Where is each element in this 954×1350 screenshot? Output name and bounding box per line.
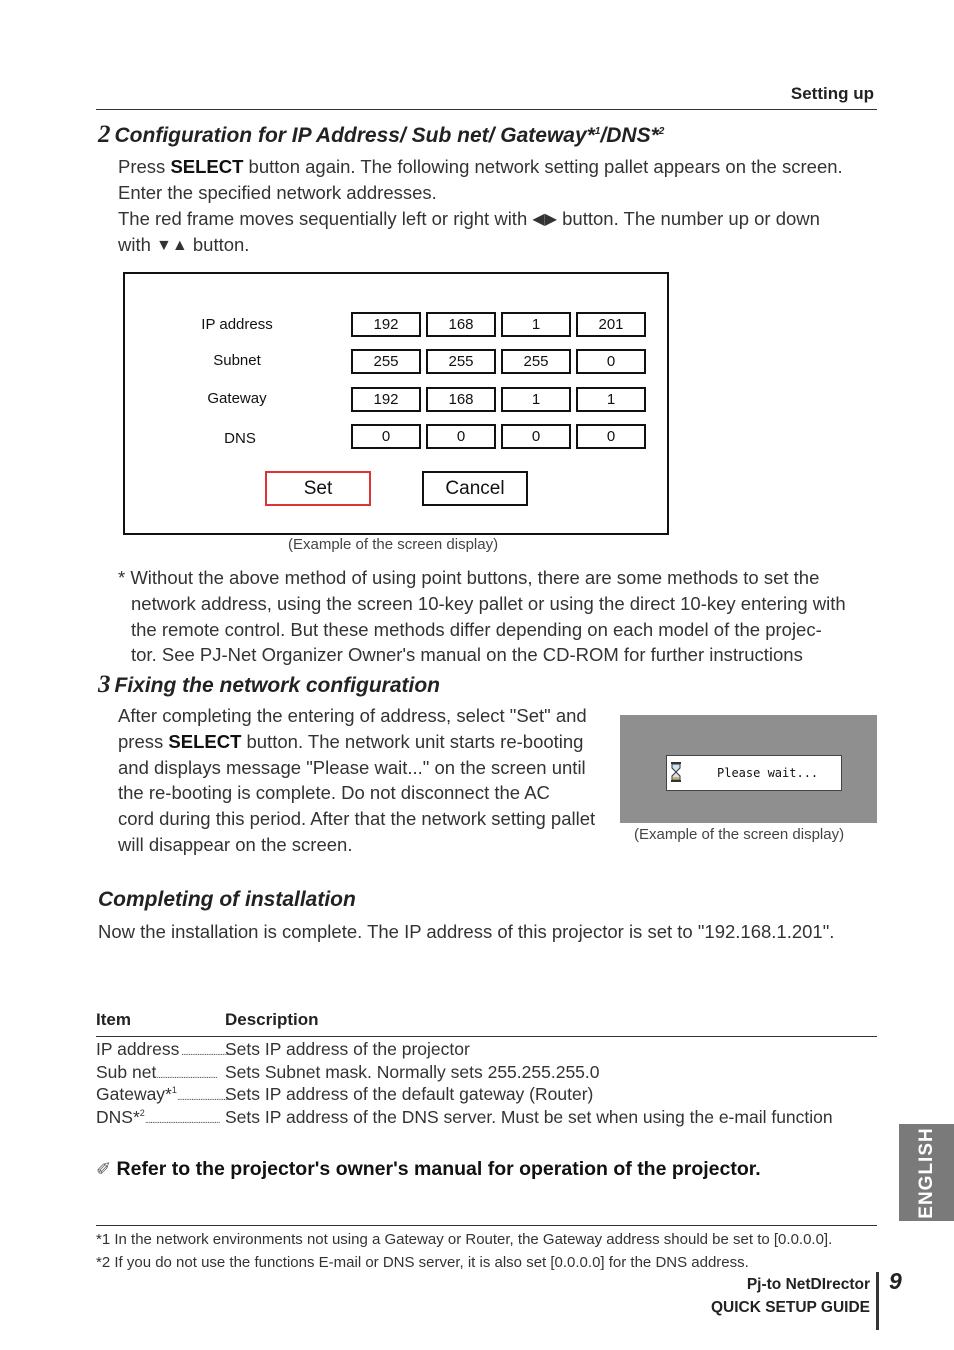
table-row-desc: Sets IP address of the projector <box>225 1039 470 1059</box>
asterisk-note-line: the remote control. But these methods differ depending on each model of the projec- <box>131 618 822 640</box>
down-arrow-icon: ▼ <box>156 237 172 255</box>
section-header: Setting up <box>790 84 874 103</box>
right-arrow-icon: ▶ <box>544 210 557 228</box>
gateway-octet-2[interactable]: 168 <box>426 387 496 412</box>
step3-title: Fixing the network configuration <box>114 674 440 697</box>
subnet-octet-1[interactable]: 255 <box>351 349 421 374</box>
table-row-sup: 1 <box>171 1085 177 1096</box>
cancel-button[interactable]: Cancel <box>422 471 528 506</box>
table-row <box>96 1062 600 1083</box>
footer-divider <box>876 1272 879 1330</box>
asterisk-note-line: network address, using the screen 10-key pallet or using the direct 10-key entering with <box>131 592 846 614</box>
subnet-label: Subnet <box>213 352 261 369</box>
step3-body <box>118 703 610 858</box>
hourglass-icon <box>670 762 682 782</box>
table-row-item: IP address <box>96 1039 180 1059</box>
completing-text: Now the installation is complete. The IP address of this projector is set to "192.168.1.201". <box>98 921 835 942</box>
pencil-icon: ✐ <box>96 1159 112 1179</box>
step2-line3-post: button. The number up or down <box>562 207 820 229</box>
table-row-desc: Sets IP address of the default gateway (Router) <box>225 1084 594 1104</box>
gateway-octet-1[interactable]: 192 <box>351 387 421 412</box>
table-row-item: Gateway* <box>96 1084 172 1104</box>
ip-address-label: IP address <box>201 316 273 333</box>
step3-number: 3 <box>98 671 111 698</box>
page-number: 9 <box>889 1268 902 1294</box>
gateway-octet-3[interactable]: 1 <box>501 387 571 412</box>
step2-line1-pre: Press <box>118 156 171 177</box>
leader-dots: .......................................... <box>144 1115 220 1126</box>
dns-octet-3[interactable]: 0 <box>501 424 571 449</box>
wait-caption: (Example of the screen display) <box>634 826 845 843</box>
footnote-1: *1 In the network environments not using a Gateway or Router, the Gateway address should be set to [0.0.0.0]. <box>96 1231 833 1248</box>
set-button[interactable]: Set <box>265 471 371 506</box>
subnet-octet-3[interactable]: 255 <box>501 349 571 374</box>
up-arrow-icon: ▲ <box>171 237 188 255</box>
step2-title: Configuration for IP Address/ Sub net/ Gateway* <box>114 124 595 147</box>
step2-title-mid: /DNS* <box>600 124 659 147</box>
step3-line2-bold: SELECT <box>168 730 242 752</box>
reference-note-text: Refer to the projector's owner's manual for operation of the projector. <box>116 1158 761 1180</box>
table-row-desc: Sets IP address of the DNS server. Must be set when using the e-mail function <box>225 1107 833 1127</box>
dns-octet-4[interactable]: 0 <box>576 424 646 449</box>
step2-line1-bold: SELECT <box>170 156 244 177</box>
step2-title-sup2: 2 <box>658 126 665 137</box>
gateway-octet-4[interactable]: 1 <box>576 387 646 412</box>
leader-dots: .................................. <box>156 1070 217 1081</box>
asterisk-note-line: tor. See PJ-Net Organizer Owner's manual on the CD-ROM for further instructions <box>131 644 803 666</box>
table-row <box>96 1084 593 1105</box>
left-arrow-icon: ◀ <box>532 210 545 228</box>
please-wait-screen <box>620 715 877 823</box>
footnote-2: *2 If you do not use the functions E-mail or DNS server, it is also set [0.0.0.0] for the DNS address. <box>96 1254 749 1271</box>
table-header-description: Description <box>225 1010 319 1029</box>
table-row <box>96 1039 470 1060</box>
step3-line: cord during this period. After that the network setting pallet <box>118 808 596 830</box>
step3-line: will disappear on the screen. <box>118 833 353 855</box>
dns-label: DNS <box>224 430 256 447</box>
step2-line2: Enter the specified network addresses. <box>118 181 437 203</box>
dns-octet-1[interactable]: 0 <box>351 424 421 449</box>
header-rule <box>96 109 877 110</box>
table-row-item: DNS* <box>96 1107 140 1127</box>
step3-line: After completing the entering of address, select "Set" and <box>118 705 587 726</box>
language-tab-label: ENGLISH <box>915 1126 937 1219</box>
table-row-desc: Sets Subnet mask. Normally sets 255.255.255.0 <box>225 1062 600 1082</box>
ip-octet-4[interactable]: 201 <box>576 312 646 337</box>
dialog-caption: (Example of the screen display) <box>288 536 499 553</box>
footer-guide: QUICK SETUP GUIDE <box>710 1299 870 1316</box>
table-rule <box>96 1036 877 1037</box>
ip-octet-3[interactable]: 1 <box>501 312 571 337</box>
table-row-item: Sub net <box>96 1062 157 1082</box>
step2-heading <box>98 121 664 149</box>
step2-line1-post: button again. The following network setting pallet appears on the screen. <box>243 156 843 177</box>
step3-line2-pre: press <box>118 730 169 752</box>
subnet-octet-2[interactable]: 255 <box>426 349 496 374</box>
step2-number: 2 <box>98 121 111 148</box>
subnet-octet-4[interactable]: 0 <box>576 349 646 374</box>
step3-line: and displays message "Please wait..." on the screen until <box>118 756 586 778</box>
step2-line4-post: button. <box>192 234 250 256</box>
completing-heading: Completing of installation <box>98 888 356 911</box>
asterisk-note-line: * Without the above method of using point buttons, there are some methods to set the <box>118 567 820 588</box>
reference-note <box>96 1158 761 1181</box>
dns-octet-2[interactable]: 0 <box>426 424 496 449</box>
network-setting-dialog <box>123 272 669 535</box>
footnote-rule <box>96 1225 877 1226</box>
please-wait-dialog <box>666 755 842 791</box>
step3-line: button. The network unit starts re-booting <box>246 730 584 752</box>
step2-line4-pre: with <box>118 234 151 256</box>
gateway-label: Gateway <box>207 390 267 407</box>
language-tab <box>899 1124 954 1221</box>
step3-heading <box>98 671 440 699</box>
step2-body <box>118 154 878 259</box>
footer-product: Pj-to NetDIrector <box>746 1276 870 1293</box>
step2-line3-pre: The red frame moves sequentially left or right with <box>118 207 528 229</box>
asterisk-note <box>118 565 878 668</box>
leader-dots: .............................. <box>176 1092 231 1103</box>
table-row-sup: 2 <box>139 1108 145 1119</box>
please-wait-message: Please wait... <box>717 766 819 780</box>
leader-dots: .............................. <box>179 1047 235 1058</box>
ip-octet-1[interactable]: 192 <box>351 312 421 337</box>
ip-octet-2[interactable]: 168 <box>426 312 496 337</box>
table-header-item: Item <box>96 1010 131 1029</box>
step3-line: the re-booting is complete. Do not disconnect the AC <box>118 782 550 804</box>
table-row <box>96 1107 833 1128</box>
step2-title-sup1: 1 <box>594 126 601 137</box>
